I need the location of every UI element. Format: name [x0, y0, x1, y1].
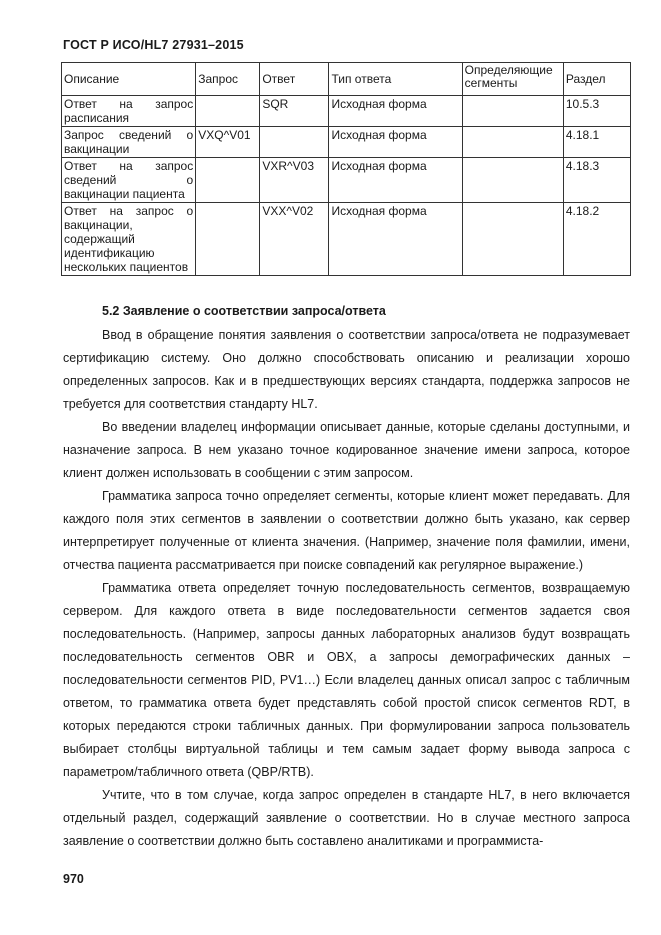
cell-section: 4.18.3 — [563, 158, 630, 203]
message-table — [61, 62, 631, 276]
column-header-query: Запрос — [196, 63, 260, 96]
cell-description: Ответ на запрос о вакцинации, содержащий идентификацию нескольких пациентов — [62, 203, 196, 276]
cell-segments — [462, 96, 563, 127]
page-number: 970 — [63, 872, 84, 886]
cell-response-type: Исходная форма — [329, 203, 462, 276]
column-header-description: Описание — [62, 63, 196, 96]
column-header-response-type: Тип ответа — [329, 63, 462, 96]
cell-segments — [462, 127, 563, 158]
table-row — [62, 158, 631, 203]
cell-response-type: Исходная форма — [329, 158, 462, 203]
cell-description: Ответ на запрос расписания — [62, 96, 196, 127]
cell-response-type: Исходная форма — [329, 96, 462, 127]
cell-section: 4.18.1 — [563, 127, 630, 158]
column-header-segments: Определяющие сегменты — [462, 63, 563, 96]
cell-section: 10.5.3 — [563, 96, 630, 127]
column-header-response: Ответ — [260, 63, 329, 96]
table-header-row — [62, 63, 631, 96]
section-heading: 5.2 Заявление о соответствии запроса/ответа — [102, 304, 386, 318]
paragraph: Во введении владелец информации описывает данные, которые сделаны доступными, и назначение запроса. В нем указано точное кодированное значение имени запроса, которое клиент должен использовать в сообщении с этим запросом. — [63, 420, 630, 480]
body-text — [63, 324, 630, 853]
cell-response: VXR^V03 — [260, 158, 329, 203]
cell-query: VXQ^V01 — [196, 127, 260, 158]
cell-response: SQR — [260, 96, 329, 127]
cell-description: Ответ на запрос сведений о вакцинации пациента — [62, 158, 196, 203]
table-row — [62, 127, 631, 158]
cell-segments — [462, 203, 563, 276]
paragraph: Грамматика ответа определяет точную последовательность сегментов, возвращаемую сервером. Для каждого ответа в виде последовательности сегментов задается своя последовательность. (Например, запросы данных лабораторных анализов будут возвращать последовательность сегментов OBR и OBX, а запросы демографических данных – последовательности сегментов PID, PV1…) Если владелец данных описал запрос с табличным ответом, то грамматика ответа будет представлять собой простой список сегментов RDT, в которых передаются строки табличных данных. При формулировании запроса пользователь выбирает столбцы виртуальной таблицы и тем самым задает форму вывода запроса с параметром/табличного ответа (QBP/RTB). — [63, 581, 630, 779]
cell-response: VXX^V02 — [260, 203, 329, 276]
document-header: ГОСТ Р ИСО/HL7 27931–2015 — [63, 38, 244, 52]
cell-description: Запрос сведений о вакцинации — [62, 127, 196, 158]
cell-query — [196, 158, 260, 203]
cell-response-type: Исходная форма — [329, 127, 462, 158]
paragraph: Грамматика запроса точно определяет сегменты, которые клиент может передавать. Для каждого поля этих сегментов в заявлении о соответствии должно быть указано, как сервер интерпретирует полученные от клиента значения. (Например, значение поля фамилии, имени, отчества пациента рассматривается при поиске совпадений как регулярное выражение.) — [63, 489, 630, 572]
paragraph: Ввод в обращение понятия заявления о соответствии запроса/ответа не подразумевает сертификацию систему. Оно должно способствовать описанию и реализации хорошо определенных запросов. Как и в предшествующих версиях стандарта, поддержка запросов не требуется для соответствия стандарту HL7. — [63, 328, 630, 411]
cell-query — [196, 203, 260, 276]
column-header-section: Раздел — [563, 63, 630, 96]
paragraph: Учтите, что в том случае, когда запрос определен в стандарте HL7, в него включается отдельный раздел, содержащий заявление о соответствии. Но в случае местного запроса заявление о соответствии должно быть составлено аналитиками и программиста- — [63, 788, 630, 848]
table-row — [62, 203, 631, 276]
table-row — [62, 96, 631, 127]
cell-query — [196, 96, 260, 127]
cell-response — [260, 127, 329, 158]
cell-segments — [462, 158, 563, 203]
cell-section: 4.18.2 — [563, 203, 630, 276]
